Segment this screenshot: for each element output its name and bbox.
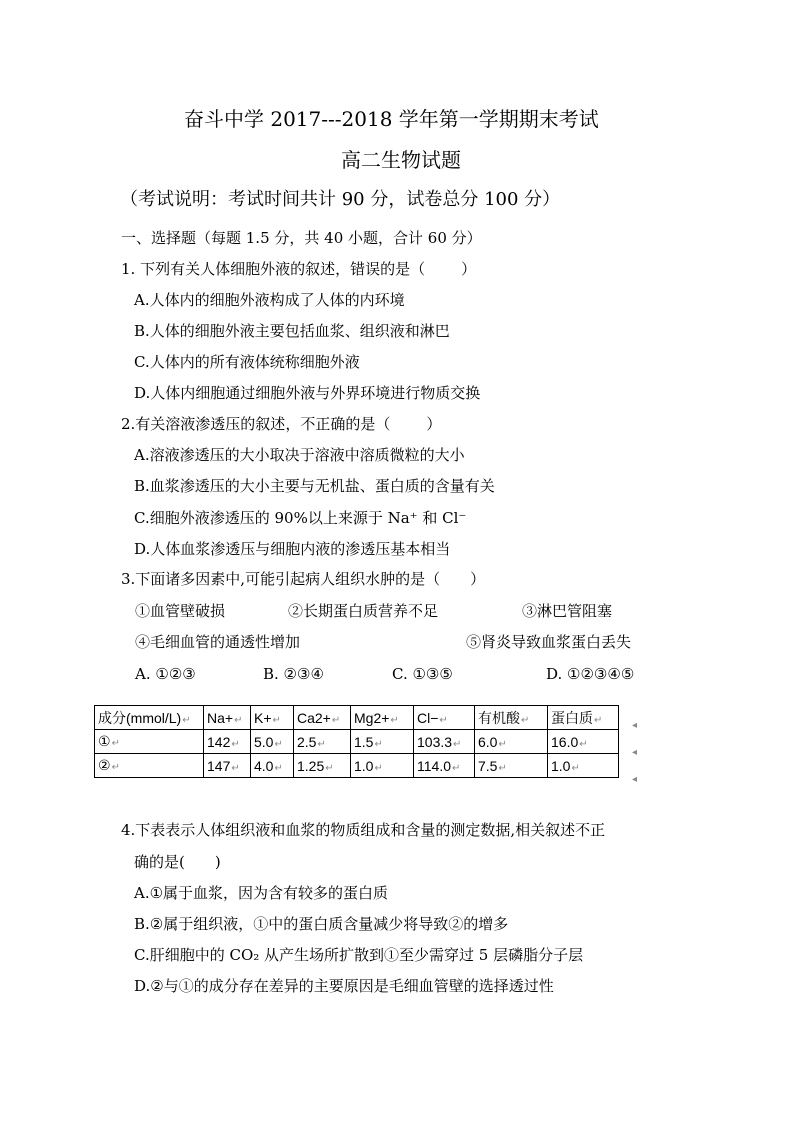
- table-cell: ②↵: [95, 754, 204, 778]
- table-cell: 103.3↵: [414, 730, 475, 754]
- table-cell: 16.0↵: [548, 730, 619, 754]
- table-header-cell: 蛋白质↵: [548, 706, 619, 730]
- table-cell: 1.0↵: [351, 754, 414, 778]
- table-header-cell: Na+↵: [204, 706, 251, 730]
- exam-title: 奋斗中学 2017---2018 学年第一学期期末考试: [184, 107, 599, 131]
- question-3-factor-3: ③淋巴管阻塞: [522, 602, 613, 620]
- table-edge-mark: ◂: [632, 747, 638, 758]
- table-cell: 4.0↵: [251, 754, 294, 778]
- table-edge-mark: ◂: [632, 720, 638, 731]
- question-2-option-d: D.人体血浆渗透压与细胞内液的渗透压基本相当: [134, 540, 451, 558]
- table-header-cell: K+↵: [251, 706, 294, 730]
- question-1-option-a: A.人体内的细胞外液构成了人体的内环境: [134, 291, 405, 309]
- question-4-option-d: D.②与①的成分存在差异的主要原因是毛细血管壁的选择透过性: [134, 977, 554, 995]
- question-3-choice-a: A. ①②③: [135, 665, 196, 683]
- table-header-cell: Ca2+↵: [294, 706, 351, 730]
- question-3-choice-d: D. ①②③④⑤: [546, 665, 635, 683]
- question-1-close: ）: [461, 260, 477, 278]
- question-3-factor-4: ④毛细血管的通透性增加: [135, 633, 301, 651]
- question-2-option-b: B.血浆渗透压的大小主要与无机盐、蛋白质的含量有关: [134, 477, 495, 495]
- question-3-text: 3.下面诸多因素中,可能引起病人组织水肿的是（: [121, 570, 441, 588]
- table-row: [95, 754, 619, 778]
- table-row: [95, 730, 619, 754]
- table-cell: 147↵: [204, 754, 251, 778]
- table-cell: 114.0↵: [414, 754, 475, 778]
- table-header-cell: 有机酸↵: [475, 706, 548, 730]
- question-4-close: ): [214, 853, 221, 871]
- table-header-cell: Cl−↵: [414, 706, 475, 730]
- question-4-option-a: A.①属于血浆，因为含有较多的蛋白质: [134, 884, 389, 902]
- table-cell: 6.0↵: [475, 730, 548, 754]
- table-cell: 1.25↵: [294, 754, 351, 778]
- question-2-text: 2.有关溶液渗透压的叙述，不正确的是（: [121, 415, 391, 433]
- section-heading: 一、选择题（每题 1.5 分，共 40 小题，合计 60 分）: [121, 229, 482, 247]
- table-cell: 1.0↵: [548, 754, 619, 778]
- question-3-factor-5: ⑤肾炎导致血浆蛋白丢失: [466, 633, 632, 651]
- exam-subtitle: 高二生物试题: [341, 148, 461, 172]
- table-cell: 7.5↵: [475, 754, 548, 778]
- question-4-stem-line-1: 4.下表表示人体组织液和血浆的物质组成和含量的测定数据,相关叙述不正: [121, 821, 606, 839]
- question-1-option-c: C.人体内的所有液体统称细胞外液: [134, 353, 360, 371]
- table-edge-marks: [632, 712, 637, 793]
- table-cell: ①↵: [95, 730, 204, 754]
- question-2-close: ）: [426, 415, 442, 433]
- table-header-cell: Mg2+↵: [351, 706, 414, 730]
- question-4-text: 确的是(: [134, 853, 185, 871]
- exam-note: （考试说明：考试时间共计 90 分，试卷总分 100 分）: [120, 189, 561, 210]
- question-2-option-a: A.溶液渗透压的大小取决于溶液中溶质微粒的大小: [134, 446, 465, 464]
- question-3-choice-c: C. ①③⑤: [392, 665, 453, 683]
- question-4-stem-line-2: [134, 852, 221, 872]
- question-3-stem: [121, 569, 485, 589]
- table-header-cell: 成分(mmol/L)↵: [95, 706, 204, 730]
- table-header-row: [95, 706, 619, 730]
- table-cell: 142↵: [204, 730, 251, 754]
- table-cell: 1.5↵: [351, 730, 414, 754]
- table-cell: 2.5↵: [294, 730, 351, 754]
- question-1-stem: [121, 259, 476, 279]
- question-3-factor-2: ②长期蛋白质营养不足: [288, 602, 439, 620]
- question-3-factor-1: ①血管壁破损: [135, 602, 226, 620]
- question-4-option-b: B.②属于组织液，①中的蛋白质含量减少将导致②的增多: [134, 915, 509, 933]
- table-cell: 5.0↵: [251, 730, 294, 754]
- question-1-text: 1. 下列有关人体细胞外液的叙述，错误的是（: [121, 260, 426, 278]
- question-2-option-c: C.细胞外液渗透压的 90%以上来源于 Na⁺ 和 Cl⁻: [134, 509, 467, 527]
- table-edge-mark: ◂: [632, 774, 638, 785]
- question-1-option-d: D.人体内细胞通过细胞外液与外界环境进行物质交换: [134, 384, 481, 402]
- composition-table: [94, 705, 619, 778]
- question-1-option-b: B.人体的细胞外液主要包括血浆、组织液和淋巴: [134, 322, 450, 340]
- question-2-stem: [121, 414, 441, 434]
- question-4-option-c: C.肝细胞中的 CO₂ 从产生场所扩散到①至少需穿过 5 层磷脂分子层: [134, 946, 584, 964]
- question-3-close: ）: [470, 570, 486, 588]
- question-3-choice-b: B. ②③④: [263, 665, 324, 683]
